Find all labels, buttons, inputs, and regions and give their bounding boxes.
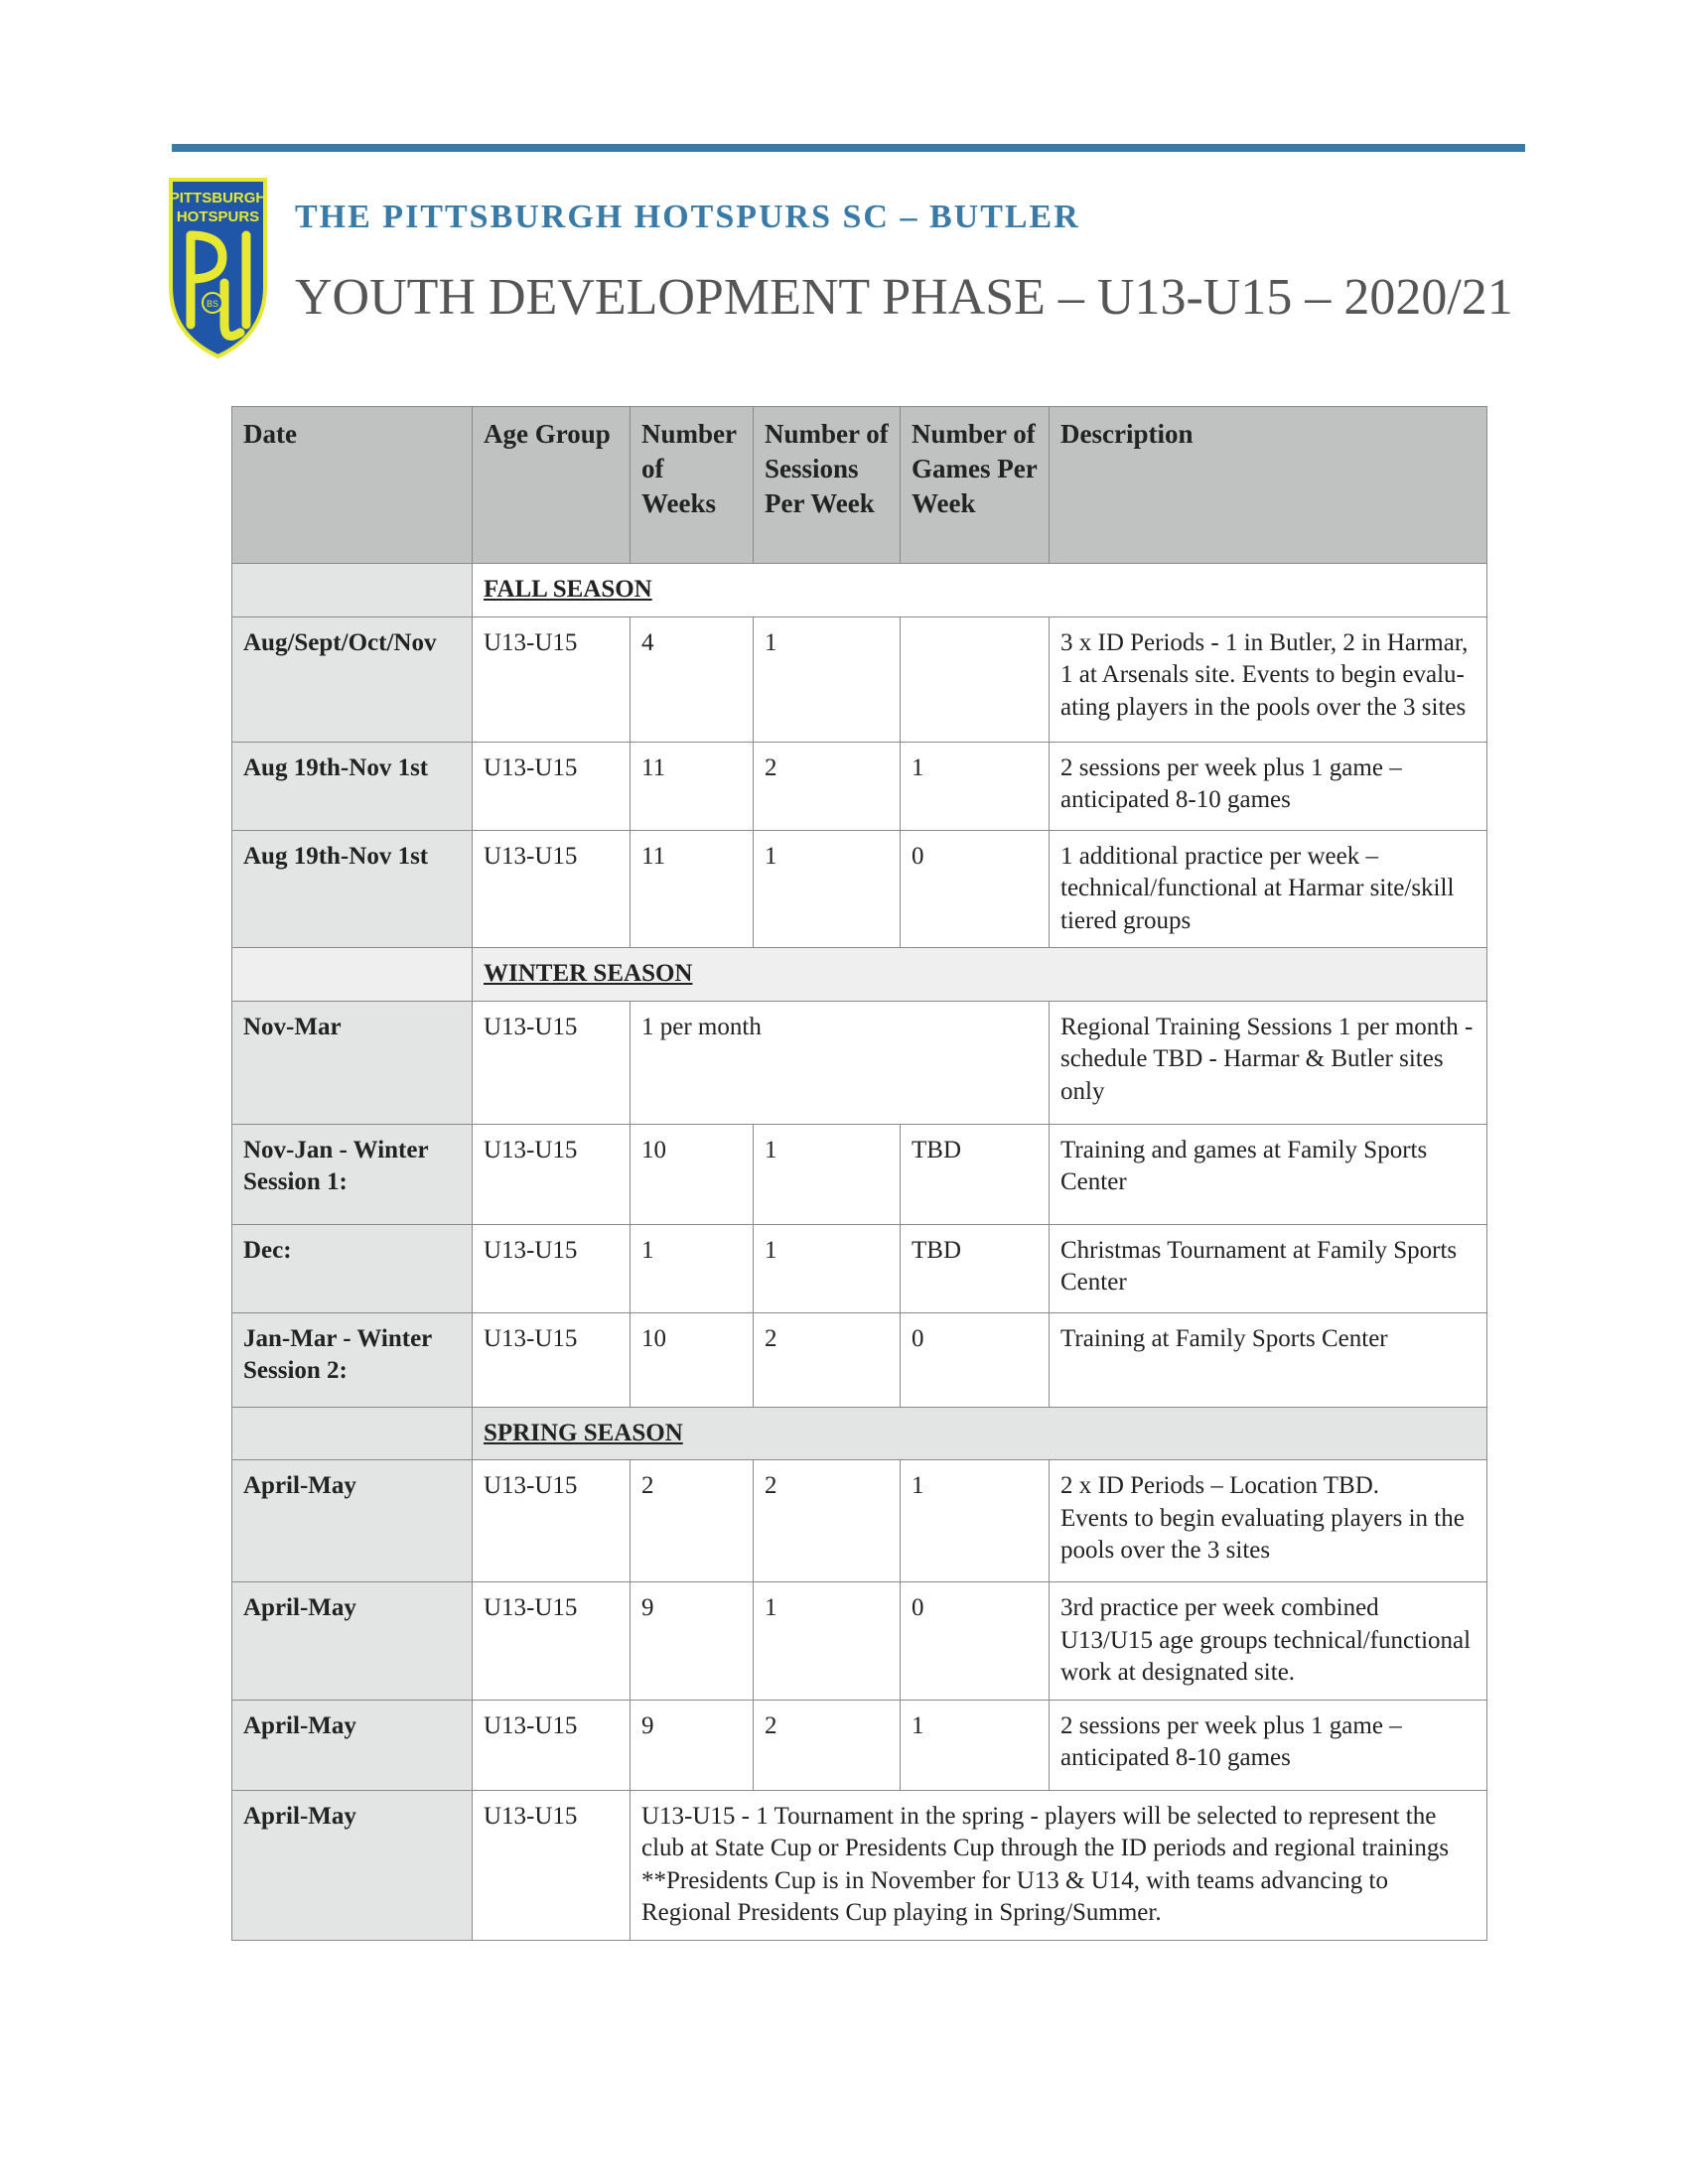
row-date: April-May xyxy=(232,1460,473,1582)
table-row xyxy=(232,1582,1487,1701)
club-name: THE PITTSBURGH HOTSPURS SC – BUTLER xyxy=(295,199,1080,235)
row-date: Aug 19th-Nov 1st xyxy=(232,742,473,830)
col-header-sessions: Number of Sessions Per Week xyxy=(754,407,901,564)
row-games xyxy=(901,616,1050,742)
row-sessions: 1 xyxy=(754,616,901,742)
table-row xyxy=(232,1700,1487,1790)
col-header-age-group: Age Group xyxy=(473,407,631,564)
table-row xyxy=(232,1460,1487,1582)
row-games: TBD xyxy=(901,1124,1050,1224)
row-weeks: 9 xyxy=(631,1582,754,1701)
row-sessions: 2 xyxy=(754,1460,901,1582)
row-games: 1 xyxy=(901,742,1050,830)
row-description: Christmas Tournament at Family Sports Center xyxy=(1050,1224,1487,1312)
winter-season-row xyxy=(232,948,1487,1002)
row-weeks: 9 xyxy=(631,1700,754,1790)
row-age: U13-U15 xyxy=(473,830,631,948)
schedule-table xyxy=(231,406,1487,1941)
table-header-row xyxy=(232,407,1487,564)
row-sessions: 1 xyxy=(754,1582,901,1701)
row-date: Nov-Mar xyxy=(232,1001,473,1124)
table-row xyxy=(232,1790,1487,1940)
row-sessions: 2 xyxy=(754,1312,901,1407)
table-row xyxy=(232,1124,1487,1224)
col-header-weeks: Number of Weeks xyxy=(631,407,754,564)
row-sessions: 2 xyxy=(754,1700,901,1790)
row-date: Dec: xyxy=(232,1224,473,1312)
row-age: U13-U15 xyxy=(473,1582,631,1701)
season-spacer xyxy=(232,948,473,1002)
row-weeks: 2 xyxy=(631,1460,754,1582)
logo-text-mid: HOTSPURS xyxy=(176,208,260,225)
row-description: 3 x ID Periods - 1 in Butler, 2 in Harmar, 1 at Arsenals site. Events to begin evalu-ating players in the pools over the 3 sites xyxy=(1050,616,1487,742)
row-sessions: 2 xyxy=(754,742,901,830)
row-weeks: 11 xyxy=(631,830,754,948)
table-row xyxy=(232,1312,1487,1407)
club-crest-logo xyxy=(165,176,271,360)
row-date: Jan-Mar - Winter Session 2: xyxy=(232,1312,473,1407)
row-age: U13-U15 xyxy=(473,1124,631,1224)
col-header-date: Date xyxy=(232,407,473,564)
row-age: U13-U15 xyxy=(473,1312,631,1407)
row-games: 1 xyxy=(901,1700,1050,1790)
season-spacer xyxy=(232,564,473,617)
row-date: Nov-Jan - Winter Session 1: xyxy=(232,1124,473,1224)
fall-season-label: FALL SEASON xyxy=(473,564,1487,617)
row-age: U13-U15 xyxy=(473,616,631,742)
row-date: Aug/Sept/Oct/Nov xyxy=(232,616,473,742)
row-sessions: 1 xyxy=(754,830,901,948)
row-frequency: 1 per month xyxy=(631,1001,1050,1124)
spring-season-row xyxy=(232,1407,1487,1460)
row-weeks: 10 xyxy=(631,1124,754,1224)
row-sessions: 1 xyxy=(754,1124,901,1224)
row-age: U13-U15 xyxy=(473,1224,631,1312)
row-weeks: 4 xyxy=(631,616,754,742)
table-row xyxy=(232,742,1487,830)
table-row xyxy=(232,830,1487,948)
row-date: April-May xyxy=(232,1790,473,1940)
row-description: 2 sessions per week plus 1 game – anticipated 8-10 games xyxy=(1050,1700,1487,1790)
row-games: 1 xyxy=(901,1460,1050,1582)
row-description: 2 sessions per week plus 1 game – anticipated 8-10 games xyxy=(1050,742,1487,830)
row-age: U13-U15 xyxy=(473,1460,631,1582)
fall-season-row xyxy=(232,564,1487,617)
col-header-description: Description xyxy=(1050,407,1487,564)
spring-season-label: SPRING SEASON xyxy=(473,1407,1487,1460)
row-games: 0 xyxy=(901,1582,1050,1701)
row-description: 1 additional practice per week – technical/functional at Harmar site/skill tiered groups xyxy=(1050,830,1487,948)
row-weeks: 10 xyxy=(631,1312,754,1407)
header-rule xyxy=(172,144,1525,152)
row-date: April-May xyxy=(232,1700,473,1790)
row-description: Training and games at Family Sports Center xyxy=(1050,1124,1487,1224)
row-age: U13-U15 xyxy=(473,1700,631,1790)
col-header-games: Number of Games Per Week xyxy=(901,407,1050,564)
row-weeks: 11 xyxy=(631,742,754,830)
row-games: 0 xyxy=(901,830,1050,948)
tournament-note: U13-U15 - 1 Tournament in the spring - players will be selected to represent the club at State Cup or Presidents Cup through the ID periods and regional trainings **Presidents Cup is in November for U13 & U14, with teams advancing to Regional Presidents Cup playing in Spring/Summer. xyxy=(631,1790,1487,1940)
row-age: U13-U15 xyxy=(473,1001,631,1124)
season-spacer xyxy=(232,1407,473,1460)
table-row xyxy=(232,1001,1487,1124)
table-row xyxy=(232,1224,1487,1312)
logo-text-top: PITTSBURGH xyxy=(169,190,267,206)
page-title: YOUTH DEVELOPMENT PHASE – U13-U15 – 2020/21 xyxy=(295,269,1513,326)
row-sessions: 1 xyxy=(754,1224,901,1312)
row-date: Aug 19th-Nov 1st xyxy=(232,830,473,948)
row-description: 2 x ID Periods – Location TBD. Events to begin evaluating players in the pools over the 3 sites xyxy=(1050,1460,1487,1582)
logo-badge: BS xyxy=(206,299,219,309)
row-games: 0 xyxy=(901,1312,1050,1407)
winter-season-label: WINTER SEASON xyxy=(473,948,1487,1002)
row-games: TBD xyxy=(901,1224,1050,1312)
row-description: Training at Family Sports Center xyxy=(1050,1312,1487,1407)
row-description: 3rd practice per week combined U13/U15 age groups technical/functional work at designated site. xyxy=(1050,1582,1487,1701)
row-description: Regional Training Sessions 1 per month - schedule TBD - Harmar & Butler sites only xyxy=(1050,1001,1487,1124)
row-age: U13-U15 xyxy=(473,1790,631,1940)
table-row xyxy=(232,616,1487,742)
row-date: April-May xyxy=(232,1582,473,1701)
row-weeks: 1 xyxy=(631,1224,754,1312)
row-age: U13-U15 xyxy=(473,742,631,830)
